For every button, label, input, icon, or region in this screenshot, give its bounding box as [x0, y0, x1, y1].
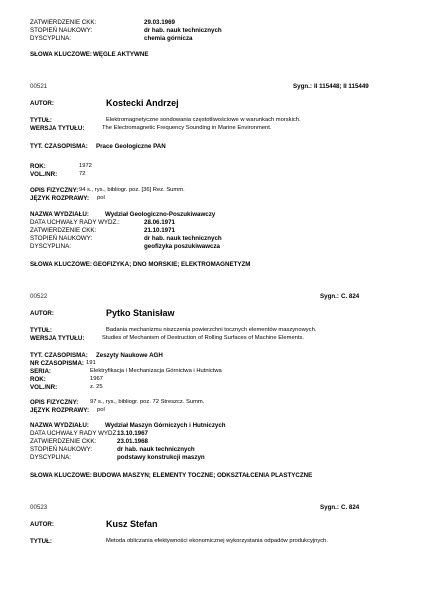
entry-number: 00523 — [30, 504, 48, 511]
rok-value: 1967 — [90, 376, 103, 382]
slowa-kluczowe-value: BUDOWA MASZYN; ELEMENTY TOCZNE; ODKSZTAŁCENIA PLASTYCZNE — [93, 472, 313, 479]
opis-fizyczny-value: 94 s., rys., bibliogr. poz. [36] Rez. Summ. — [79, 187, 185, 193]
dyscyplina-label: DYSCYPLINA: — [30, 454, 71, 461]
jezyk-rozprawy-value: pol — [97, 195, 105, 201]
slowa-kluczowe-value: WĘGLE AKTYWNE — [93, 51, 149, 58]
vol-nr-label: VOL./NR: — [30, 384, 58, 391]
opis-fizyczny-label: OPIS FIZYCZNY: — [30, 187, 79, 194]
autor-label: AUTOR: — [30, 100, 54, 107]
stopien-naukowy-label: STOPIEŃ NAUKOWY: — [30, 235, 93, 242]
jezyk-rozprawy-value: pol — [97, 407, 105, 413]
nazwa-wydzialu-label: NAZWA WYDZIAŁU: — [30, 211, 89, 218]
tytul-label: TYTUŁ: — [30, 117, 52, 124]
stopien-naukowy-value: dr hab. nauk technicznych — [117, 446, 195, 453]
autor-value: Pytko Stanisław — [106, 308, 175, 318]
czasopisma-label: TYT. CZASOPISMA: — [30, 143, 88, 150]
jezyk-rozprawy-label: JĘZYK ROZPRAWY: — [30, 407, 90, 414]
nr-czasopisma-value: 191 — [86, 360, 96, 366]
data-uchwaly-value: 28.06.1971 — [144, 219, 175, 226]
nazwa-wydzialu-value: Wydział Maszyn Górniczych i Hutniczych — [105, 422, 226, 429]
vol-nr-value: z. 25 — [90, 384, 103, 390]
data-uchwaly-label: DATA UCHWAŁY RADY WYDZ.: — [30, 219, 120, 226]
slowa-kluczowe-value: GEOFIZYKA; DNO MORSKIE; ELEKTROMAGNETYZM — [93, 261, 251, 268]
wersja-tytulu-value: Studies of Mechanism of Destruction of Rolling Surfaces of Machine Elements. — [102, 335, 305, 341]
jezyk-rozprawy-label: JĘZYK ROZPRAWY: — [30, 195, 90, 202]
autor-label: AUTOR: — [30, 310, 54, 317]
zatwierdzenie-ckk-value: 23.01.1968 — [117, 438, 148, 445]
tytul-label: TYTUŁ: — [30, 538, 52, 545]
sygnatura-value: II 115448; II 115449 — [314, 83, 369, 90]
dyscyplina-value: geofizyka poszukiwawcza — [144, 243, 220, 250]
stopien-naukowy-value: dr hab. nauk technicznych — [144, 235, 222, 242]
slowa-kluczowe-label: SŁOWA KLUCZOWE: — [30, 261, 92, 268]
opis-fizyczny-value: 97 s., rys., bibliogr. poz. 72 Streszcz. Summ. — [90, 399, 205, 405]
rok-label: ROK: — [30, 376, 46, 383]
tytul-value: Metoda obliczania efektywności ekonomicznej wykorzystania odpadów produkcyjnych. — [106, 538, 329, 544]
vol-nr-value: 72 — [79, 171, 86, 177]
wersja-tytulu-label: WERSJA TYTUŁU: — [30, 335, 85, 342]
nr-czasopisma-label: NR CZASOPISMA: — [30, 360, 84, 367]
tytul-value: Elektromagnetyczne sondowania częstotliwościowe w warunkach morskich. — [106, 117, 301, 123]
zatwierdzenie-ckk-label: ZATWIERDZENIE CKK: — [30, 438, 97, 445]
dyscyplina-value: chemia górnicza — [144, 35, 193, 42]
sygnatura-label: Sygn.: — [320, 293, 339, 300]
stopien-naukowy-label: STOPIEŃ NAUKOWY: — [30, 446, 93, 453]
sygnatura-value: C. 824 — [341, 293, 360, 300]
wersja-tytulu-value: The Electromagnetic Frequency Sounding in Marine Environment. — [102, 125, 272, 131]
dyscyplina-label: DYSCYPLINA: — [30, 35, 71, 42]
stopien-naukowy-label: STOPIEŃ NAUKOWY: — [30, 27, 93, 34]
entry-number: 00522 — [30, 293, 48, 300]
stopien-naukowy-value: dr hab. nauk technicznych — [144, 27, 222, 34]
sygnatura-value: C. 824 — [341, 504, 360, 511]
dyscyplina-value: podstawy konstrukcji maszyn — [117, 454, 205, 461]
wersja-tytulu-label: WERSJA TYTUŁU: — [30, 125, 85, 132]
sygnatura-label: Sygn.: — [320, 504, 339, 511]
vol-nr-label: VOL./NR: — [30, 171, 58, 178]
autor-value: Kusz Stefan — [106, 519, 158, 529]
nazwa-wydzialu-label: NAZWA WYDZIAŁU: — [30, 422, 89, 429]
czasopisma-label: TYT. CZASOPISMA: — [30, 352, 88, 359]
tytul-value: Badania mechanizmu niszczenia powierzchni tocznych elementów maszynowych. — [106, 327, 317, 333]
slowa-kluczowe-label: SŁOWA KLUCZOWE: — [30, 51, 92, 58]
zatwierdzenie-ckk-label: ZATWIERDZENIE CKK: — [30, 19, 97, 26]
tytul-label: TYTUŁ: — [30, 327, 52, 334]
zatwierdzenie-ckk-value: 29.03.1969 — [144, 19, 175, 26]
rok-value: 1972 — [79, 163, 92, 169]
data-uchwaly-value: 13.10.1967 — [117, 430, 148, 437]
zatwierdzenie-ckk-label: ZATWIERDZENIE CKK: — [30, 227, 97, 234]
zatwierdzenie-ckk-value: 21.10.1971 — [144, 227, 175, 234]
nazwa-wydzialu-value: Wydział Geologiczno-Poszukiwawczy — [105, 211, 216, 218]
czasopisma-value: Prace Geologiczne PAN — [96, 143, 166, 150]
opis-fizyczny-label: OPIS FIZYCZNY: — [30, 399, 79, 406]
autor-label: AUTOR: — [30, 521, 54, 528]
slowa-kluczowe-label: SŁOWA KLUCZOWE: — [30, 472, 92, 479]
seria-label: SERIA: — [30, 368, 51, 375]
seria-value: Elektryfikacja i Mechanizacja Górnictwa i Hutnictwa — [90, 368, 222, 374]
autor-value: Kostecki Andrzej — [106, 98, 179, 108]
data-uchwaly-label: DATA UCHWAŁY RADY WYDZ.: — [30, 430, 120, 437]
czasopisma-value: Zeszyty Naukowe AGH — [96, 352, 163, 359]
entry-number: 00521 — [30, 83, 48, 90]
dyscyplina-label: DYSCYPLINA: — [30, 243, 71, 250]
rok-label: ROK: — [30, 163, 46, 170]
sygnatura-label: Sygn.: — [293, 83, 312, 90]
